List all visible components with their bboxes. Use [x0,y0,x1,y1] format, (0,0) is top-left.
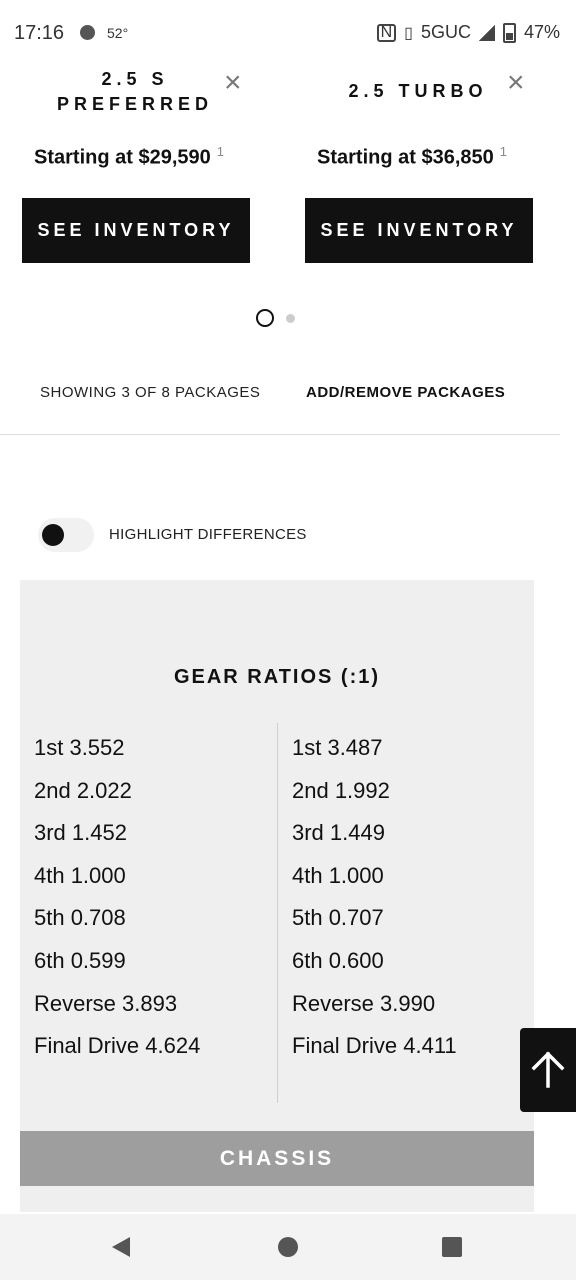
list-item: Final Drive 4.411 [292,1033,457,1059]
home-icon[interactable] [278,1237,298,1257]
status-bar [0,0,576,62]
package-price [34,144,224,170]
package-price [317,144,507,170]
package-card-1 [0,62,288,332]
chassis-section-header[interactable]: CHASSIS [20,1131,534,1186]
toggle-knob [42,524,64,546]
price-footnote[interactable]: 1 [499,144,507,159]
list-item: 5th 0.707 [292,905,384,931]
package-name-line2: PREFERRED [56,94,213,114]
price-footnote[interactable]: 1 [216,144,224,159]
spec-column-2 [292,727,457,1068]
list-item: 3rd 1.449 [292,820,385,846]
list-item: 6th 0.599 [34,947,126,973]
spec-column-1 [34,727,200,1068]
list-item: 6th 0.600 [292,947,384,973]
signal-icon [479,25,495,41]
list-item: 4th 1.000 [292,862,384,888]
list-item: 1st 3.487 [292,735,383,760]
nfc-icon: N [377,24,397,42]
status-time: 17:16 [14,22,65,44]
pager-dot[interactable] [286,314,295,323]
list-item: 5th 0.708 [34,905,126,931]
close-icon[interactable]: × [224,66,242,99]
see-inventory-button[interactable]: SEE INVENTORY [22,198,250,263]
highlight-differences-label: HIGHLIGHT DIFFERENCES [109,526,307,543]
vibrate-icon: ▯ [404,24,413,42]
list-item: Reverse 3.893 [34,990,178,1016]
list-item: 3rd 1.452 [34,820,127,846]
list-item: 1st 3.552 [34,735,125,760]
highlight-differences-toggle[interactable] [38,518,94,552]
list-item: 2nd 2.022 [34,777,132,803]
status-icons [377,22,560,43]
section-title: GEAR RATIOS (:1) [173,666,381,688]
list-item: Reverse 3.990 [292,990,436,1016]
see-inventory-button[interactable]: SEE INVENTORY [305,198,533,263]
carousel-pager [256,309,295,327]
pager-dot-active[interactable] [256,309,274,327]
android-nav-bar [0,1214,576,1280]
price-text: Starting at $36,850 [317,146,494,169]
package-card-2 [283,62,571,332]
recent-apps-icon[interactable] [442,1237,462,1257]
showing-packages-count: SHOWING 3 OF 8 PACKAGES [40,384,261,401]
column-divider [277,723,278,1103]
back-icon[interactable] [112,1237,130,1257]
divider [0,434,560,435]
battery-percent: 47% [523,22,560,42]
notification-icon [80,25,95,40]
price-text: Starting at $29,590 [34,146,211,169]
status-temperature: 52° [107,25,129,41]
arrow-up-icon [528,1050,568,1090]
list-item: Final Drive 4.624 [34,1033,201,1059]
network-label: 5GUC [420,22,471,42]
battery-icon [503,23,516,43]
close-icon[interactable]: × [507,66,525,99]
list-item: 2nd 1.992 [292,777,390,803]
list-item: 4th 1.000 [34,862,126,888]
scroll-to-top-button[interactable] [520,1028,576,1112]
package-name-line1: 2.5 S [101,69,169,89]
add-remove-packages-link[interactable]: ADD/REMOVE PACKAGES [306,384,506,401]
gear-ratios-panel [20,580,534,1212]
package-name-line1: 2.5 TURBO [348,81,488,101]
